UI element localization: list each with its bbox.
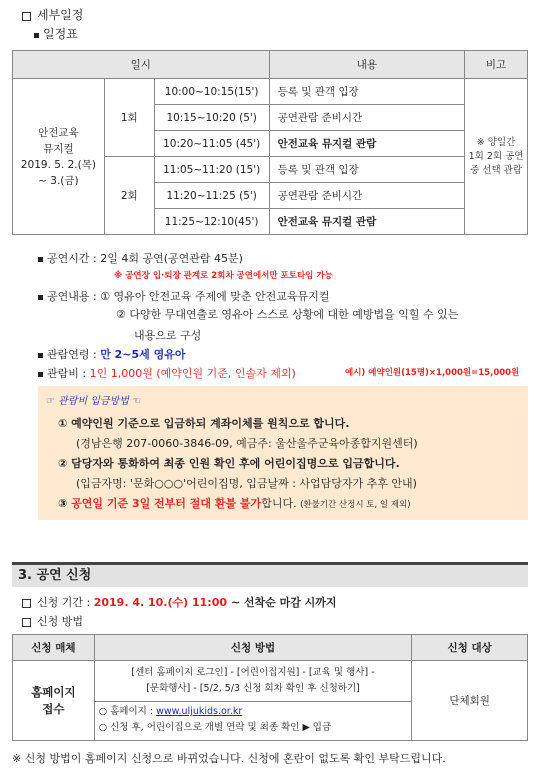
header-target: 신청 대상 <box>412 635 528 661</box>
payment-item1: ① 예약인원 기준으로 입금하되 계좌이체를 원칙으로 합니다. <box>58 417 350 430</box>
checkbox-square-icon <box>22 12 31 21</box>
square-bullet-icon <box>38 257 43 262</box>
content-cell: 등록 및 관객 입장 <box>269 157 464 183</box>
note-cell: ※ 양일간 1회 2회 공연 중 선택 관람 <box>465 79 528 235</box>
header-method: 신청 방법 <box>94 635 411 661</box>
payment-item1-detail: (경남은행 207-0060-3846-09, 예금주: 울산울주군육아종합지원센터) <box>76 437 418 450</box>
content-cell: 공연관람 준비시간 <box>269 105 464 131</box>
time-cell: 11:20~11:25 (5') <box>154 183 269 209</box>
fee-example: 예시) 예약인원(15명)×1,000원=15,000원 <box>345 368 520 378</box>
square-bullet-icon <box>38 353 43 358</box>
content-cell: 등록 및 관객 입장 <box>269 79 464 105</box>
performance-time: 공연시간 : 2일 4회 공연(공연관람 45분) <box>38 250 243 266</box>
application-header-row <box>13 635 528 661</box>
schedule-header-row <box>13 51 528 79</box>
target-cell: 단체회원 <box>412 661 528 741</box>
time-cell: 10:20~11:05 (45') <box>154 131 269 157</box>
time-cell: 11:05~11:20 (15') <box>154 157 269 183</box>
payment-title: ☞ 관람비 입금방법 ☜ <box>46 396 142 407</box>
square-bullet-icon <box>38 295 43 300</box>
performance-content: 공연내용 : ① 영유아 안전교육 주제에 맞춘 안전교육뮤지컬 <box>38 288 329 304</box>
method-cell: [센터 홈페이지 로그인] - [어린이집지원] - [교육 및 행사] - [문화행사] - [5/2, 5/3 신청 회차 확인 후 신청하기] ○ 홈페이지 : www.uljukids.or.kr ○ 신청 후, 어린이집으로 개별 연락 및 최종 확인 ▶ 입금 <box>94 661 411 741</box>
footer-note: ※ 신청 방법이 홈페이지 신청으로 바뀌었습니다. 신청에 혼란이 없도록 확인 부탁드립니다. <box>12 752 446 765</box>
header-medium: 신청 매체 <box>13 635 95 661</box>
header-note: 비고 <box>465 51 528 79</box>
viewing-age: 관람연령 : 만 2~5세 영유아 <box>38 346 186 362</box>
content-cell: 안전교육 뮤지컬 관람 <box>269 131 464 157</box>
payment-item2: ② 담당자와 통화하여 최종 인원 확인 후에 어린이집명으로 입금합니다. <box>58 457 400 470</box>
payment-method-box <box>38 386 528 520</box>
checkbox-square-icon <box>22 599 31 608</box>
event-date-cell: 안전교육 뮤지컬 2019. 5. 2.(목) ~ 3.(금) <box>13 79 105 235</box>
schedule-table <box>12 50 528 235</box>
photo-time-note: ※ 공연장 입·퇴장 관계로 2회차 공연에서만 포토타임 가능 <box>114 271 333 281</box>
section-title: 3. 공연 신청 <box>12 562 528 587</box>
application-table <box>12 634 528 741</box>
table-row <box>13 79 528 105</box>
header-datetime: 일시 <box>13 51 270 79</box>
session-label: 2회 <box>104 157 154 235</box>
square-bullet-icon <box>34 33 39 38</box>
application-method-heading: 신청 방법 <box>22 613 83 629</box>
schedule-subheading: 일정표 <box>34 25 78 42</box>
homepage-link[interactable]: www.uljukids.or.kr <box>156 706 243 717</box>
application-period: 신청 기간 : 2019. 4. 10.(수) 11:00 ~ 선착순 마감 시까지 <box>22 594 337 610</box>
detail-schedule-heading: 세부일정 <box>22 6 83 23</box>
time-cell: 10:00~10:15(15') <box>154 79 269 105</box>
square-bullet-icon <box>38 372 43 377</box>
content-cell: 안전교육 뮤지컬 관람 <box>269 209 464 235</box>
content-cell: 공연관람 준비시간 <box>269 183 464 209</box>
viewing-fee: 관람비 : 1인 1,000원 (예약인원 기준, 인솔자 제외) <box>38 365 296 381</box>
payment-item3: ③ 공연일 기준 3일 전부터 절대 환불 불가합니다. (환불기간 산정시 토, 일 제외) <box>58 497 411 510</box>
table-row <box>13 661 528 741</box>
performance-content-item2: ② 다양한 무대연출로 영유아 스스로 상황에 대한 예방법을 익힐 수 있는 내용으로 구성 <box>116 308 459 342</box>
medium-cell: 홈페이지 접수 <box>13 661 95 741</box>
time-cell: 11:25~12:10(45') <box>154 209 269 235</box>
payment-item2-detail: (입금자명: '문화○○○'어린이집명, 입금날짜 : 사업담당자가 추후 안내) <box>76 477 417 490</box>
header-content: 내용 <box>269 51 464 79</box>
checkbox-square-icon <box>22 618 31 627</box>
session-label: 1회 <box>104 79 154 157</box>
time-cell: 10:15~10:20 (5') <box>154 105 269 131</box>
